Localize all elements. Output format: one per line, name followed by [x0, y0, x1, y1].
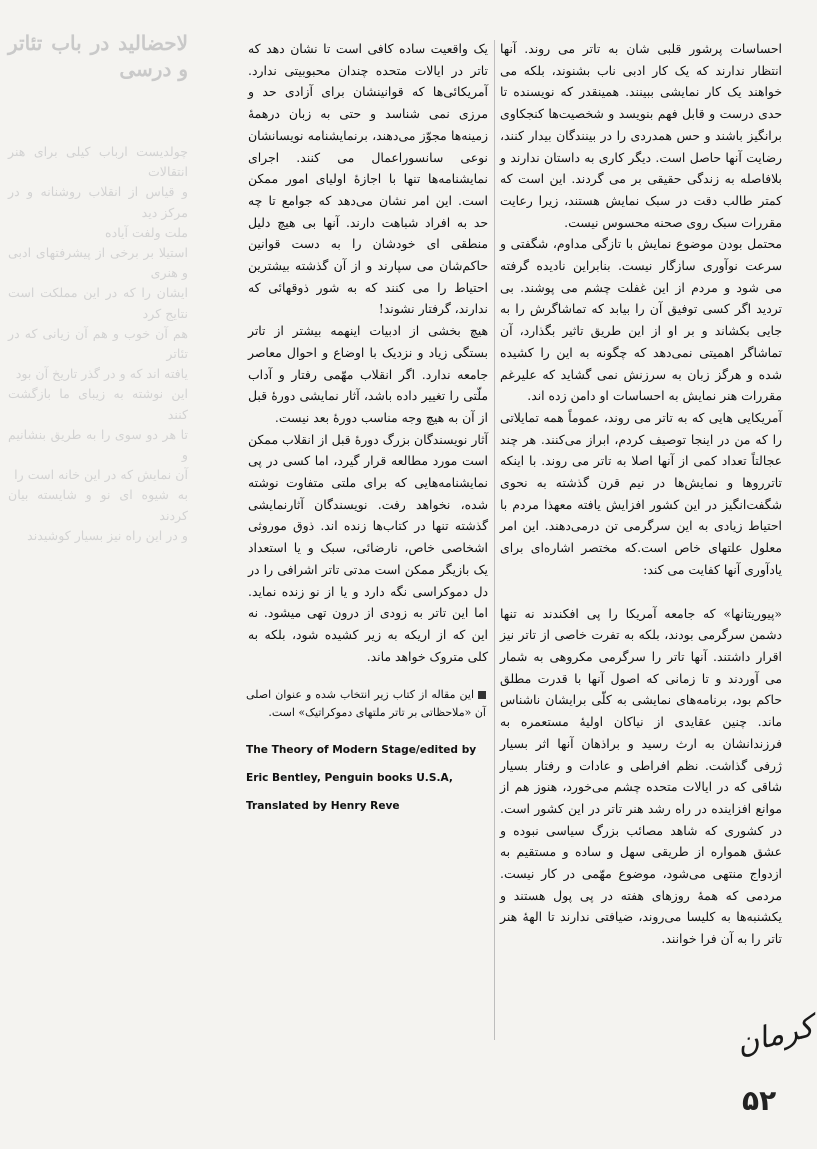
square-bullet-icon: [478, 691, 486, 699]
bleed-line: به شیوه ای نو و شایسته بیان کردند: [8, 487, 188, 523]
paragraph: آثار نویسندگان بزرگ دورهٔ قبل از انقلاب ممکن است مورد مطالعه قرار گیرد، اما کسی در پی نمایشنامه‌هایی که برای ملتی متفاوت نوشته شده، نخواهد رفت. نویسندگان آثارنمایشی گذشته تنها در کتاب‌ها زنده اند. ذوق موروثی اشخاصی خاص، نارضائی، سبک و یا استعداد یک بازیگر ممکن است مدتی تاتر اشرافی را در دل دموکراسی نگه دارد و یا از نو زنده نماید. اما این تاتر به زودی از درون تهی میشود. نه این که از اریکه به زیر کشیده شود، بلکه به کلی متروک خواهد ماند.: [248, 431, 488, 664]
bleed-line: هم آن خوب و هم آن زیانی که در تئاتر: [8, 325, 188, 362]
bleed-line: یافته اند که و در گذر تاریخ آن بود: [15, 366, 188, 382]
footnote: [246, 686, 486, 722]
article-column-middle: [248, 38, 488, 678]
page-number: ۵۲: [742, 1084, 777, 1117]
bleed-line: و در این راه نیز بسیار کوشیدند: [27, 527, 188, 543]
bleed-line: چولدیست ارباب کیلی برای هنر انتقالات: [8, 144, 188, 180]
bleed-line: تا هر دو سوی را به طریق بنشانیم و: [8, 426, 188, 463]
column-divider: [494, 40, 495, 1040]
bleed-line: و قیاس از انقلاب روشنانه و در مرکز دید: [8, 184, 188, 220]
footnote-text: این مقاله از کتاب زیر انتخاب شده و عنوان اصلی آن «ملاحظاتی بر تاتر ملتهای دموکراتیک» است.: [246, 688, 486, 719]
paragraph: آمریکایی هایی که به تاتر می روند، عموماً همه تمایلاتی را که من در اینجا توصیف کردم، ابراز می‌کنند. هر چند عجالتاً تعداد کمی از آنها اصلا به تاتر می روند. با اینکه تاترروها و نمایش‌ها در نیم قرن گذشته به نحوی شگفت‌انگیز در این کشور افزایش یافته معهذا مردم با احتیاط زیادی به این سرگرمی تن درمی‌دهند. این امر معلول علتهای خاص است.که مختصر اشاره‌ای برای یادآوری آنها کفایت می کند:: [500, 409, 782, 577]
paragraph: محتمل بودن موضوع نمایش با تازگی مداوم، شگفتی و سرعت نوآوری سازگار نیست. بنابراین نادیده گرفته می شود و مردم از این غفلت چشم می پوشند. بی تردید اگر کسی توفیق آن را بیابد که تماشاگرش را به جایی بکشاند و بر او از این طریق تاثیر بگذارد، آن تماشاگر اهمیتی نمی‌دهد که چگونه به این را کشیده شده و هرگز زبان به سرزنش نمی گشاید که علیرغم مقررات هنر نمایش به احساسات او دامن زده اند.: [500, 236, 782, 404]
bleed-line: این نوشته به زیبای ما بازگشت کنند: [8, 386, 188, 422]
bleed-line: استیلا بر برخی از پیشرفتهای ادبی و هنری: [8, 245, 188, 281]
bleed-line: ملت ولفت آیاده: [105, 224, 188, 240]
citation: The Theory of Modern Stage/edited by Eric Bentley, Penguin books U.S.A, Translated by Henry Reve: [246, 744, 477, 812]
paragraph: یک واقعیت ساده کافی است تا نشان دهد که تاتر در ایالات متحده چندان محبوبیتی ندارد. آمریکائی‌ها که قوانینشان برای آزادی حد و مرزی نمی شناسد و حتی به زبان درهمهٔ زمینه‌ها مجوّز می‌دهند، برنمایشنامه نویسانشان نوعی سانسوراعمال می کنند. اجرای نمایشنامه‌ها تنها با اجازهٔ اولیای امور ممکن است. این امر نشان می‌دهد که جوامع تا چه حد به افراد شباهت دارند. آنها بی هیچ دلیل منطقی ای خودشان را به دست قوانین حاکم‌شان می سپارند و از آن گذشته بیشترین احتیاط را می کنند که به شور ذوقهائی که ندارند، گرفتار نشوند!: [248, 41, 488, 317]
paragraph: هیچ بخشی از ادبیات اینهمه بیشتر از تاتر بستگی زیاد و نزدیک با اوضاع و احوال معاصر جامعه ندارد. اگر انقلاب مهّمی رفتار و آداب ملّتی را تغییر داده باشد، آثار نمایشی دورهٔ قبل از آن به هیچ وجه مناسب دورهٔ بعد نیست.: [248, 323, 488, 425]
paragraph-gap: [500, 581, 782, 603]
paragraph: احساسات پرشور قلبی شان به تاتر می روند. آنها انتظار ندارند که یک کار ادبی ناب بشنوند، بلکه می خواهند یک کار نمایشی ببینند. همینقدر که نویسنده تا حدی درست و قابل فهم بنویسد و شخصیت‌ها کنجکاوی برانگیز باشند و حس همدردی را در بینندگان بیدار کنند، رضایت آنها حاصل است. دیگر کاری به داستان ندارند و بلافاصله به زندگی حقیقی بر می گردند. این است که کمتر طالب دقت در سبک نمایش هستند، زیرا رعایت مقررات سبک روی صحنه محسوس نیست.: [500, 41, 782, 230]
paragraph: «پیوریتانها» که جامعه آمریکا را پی افکندند نه تنها دشمن سرگرمی بودند، بلکه به تفرت خاصی از تاتر نیز اقرار داشتند. آنها تاتر را سرگرمی مکروهی به شمار می آوردند و تا زمانی که اصول آنها با قدرت مطلق حاکم بود، برنامه‌های نمایشی به کلّی برایشان ناشناس ماند. چنین عقایدی از نیاکان اولیهٔ مستعمره به فرزندانشان به ارث رسید و براذهان آنها اثر بسیار ژرفی گذاشت. نظم افراطی و عادات و رفتار بسیار شاقی که در ایالات متحده چشم می‌خورد، هنوز هم از موانع افزاینده در راه رشد هنر تاتر در این کشور است. در کشوری که شاهد مصائب بزرگ سیاسی نبوده و عشق همواره از طریقی سهل و ساده و مستقیم به ازدواج منتهی می‌شود، موضوع مهّمی در کار نیست. مردمی که همهٔ روزهای هفته در پی پول هستند و یکشنبه‌ها به کلیسا می‌روند، ضیافتی ندارند تا الههٔ هنر تاتر را به آن فرا خوانند.: [500, 605, 782, 947]
bleed-heading: لاحضالید در باب تئاتر و درسی: [8, 31, 188, 81]
magazine-logo: کرمان: [732, 1009, 817, 1062]
bleed-line: آن نمایش که در این خانه است را: [14, 467, 188, 483]
article-column-right: [500, 38, 782, 1062]
bleed-line: ایشان را که در این مملکت است نتایج کرد: [8, 285, 188, 321]
bleed-through-column: [8, 30, 188, 1060]
